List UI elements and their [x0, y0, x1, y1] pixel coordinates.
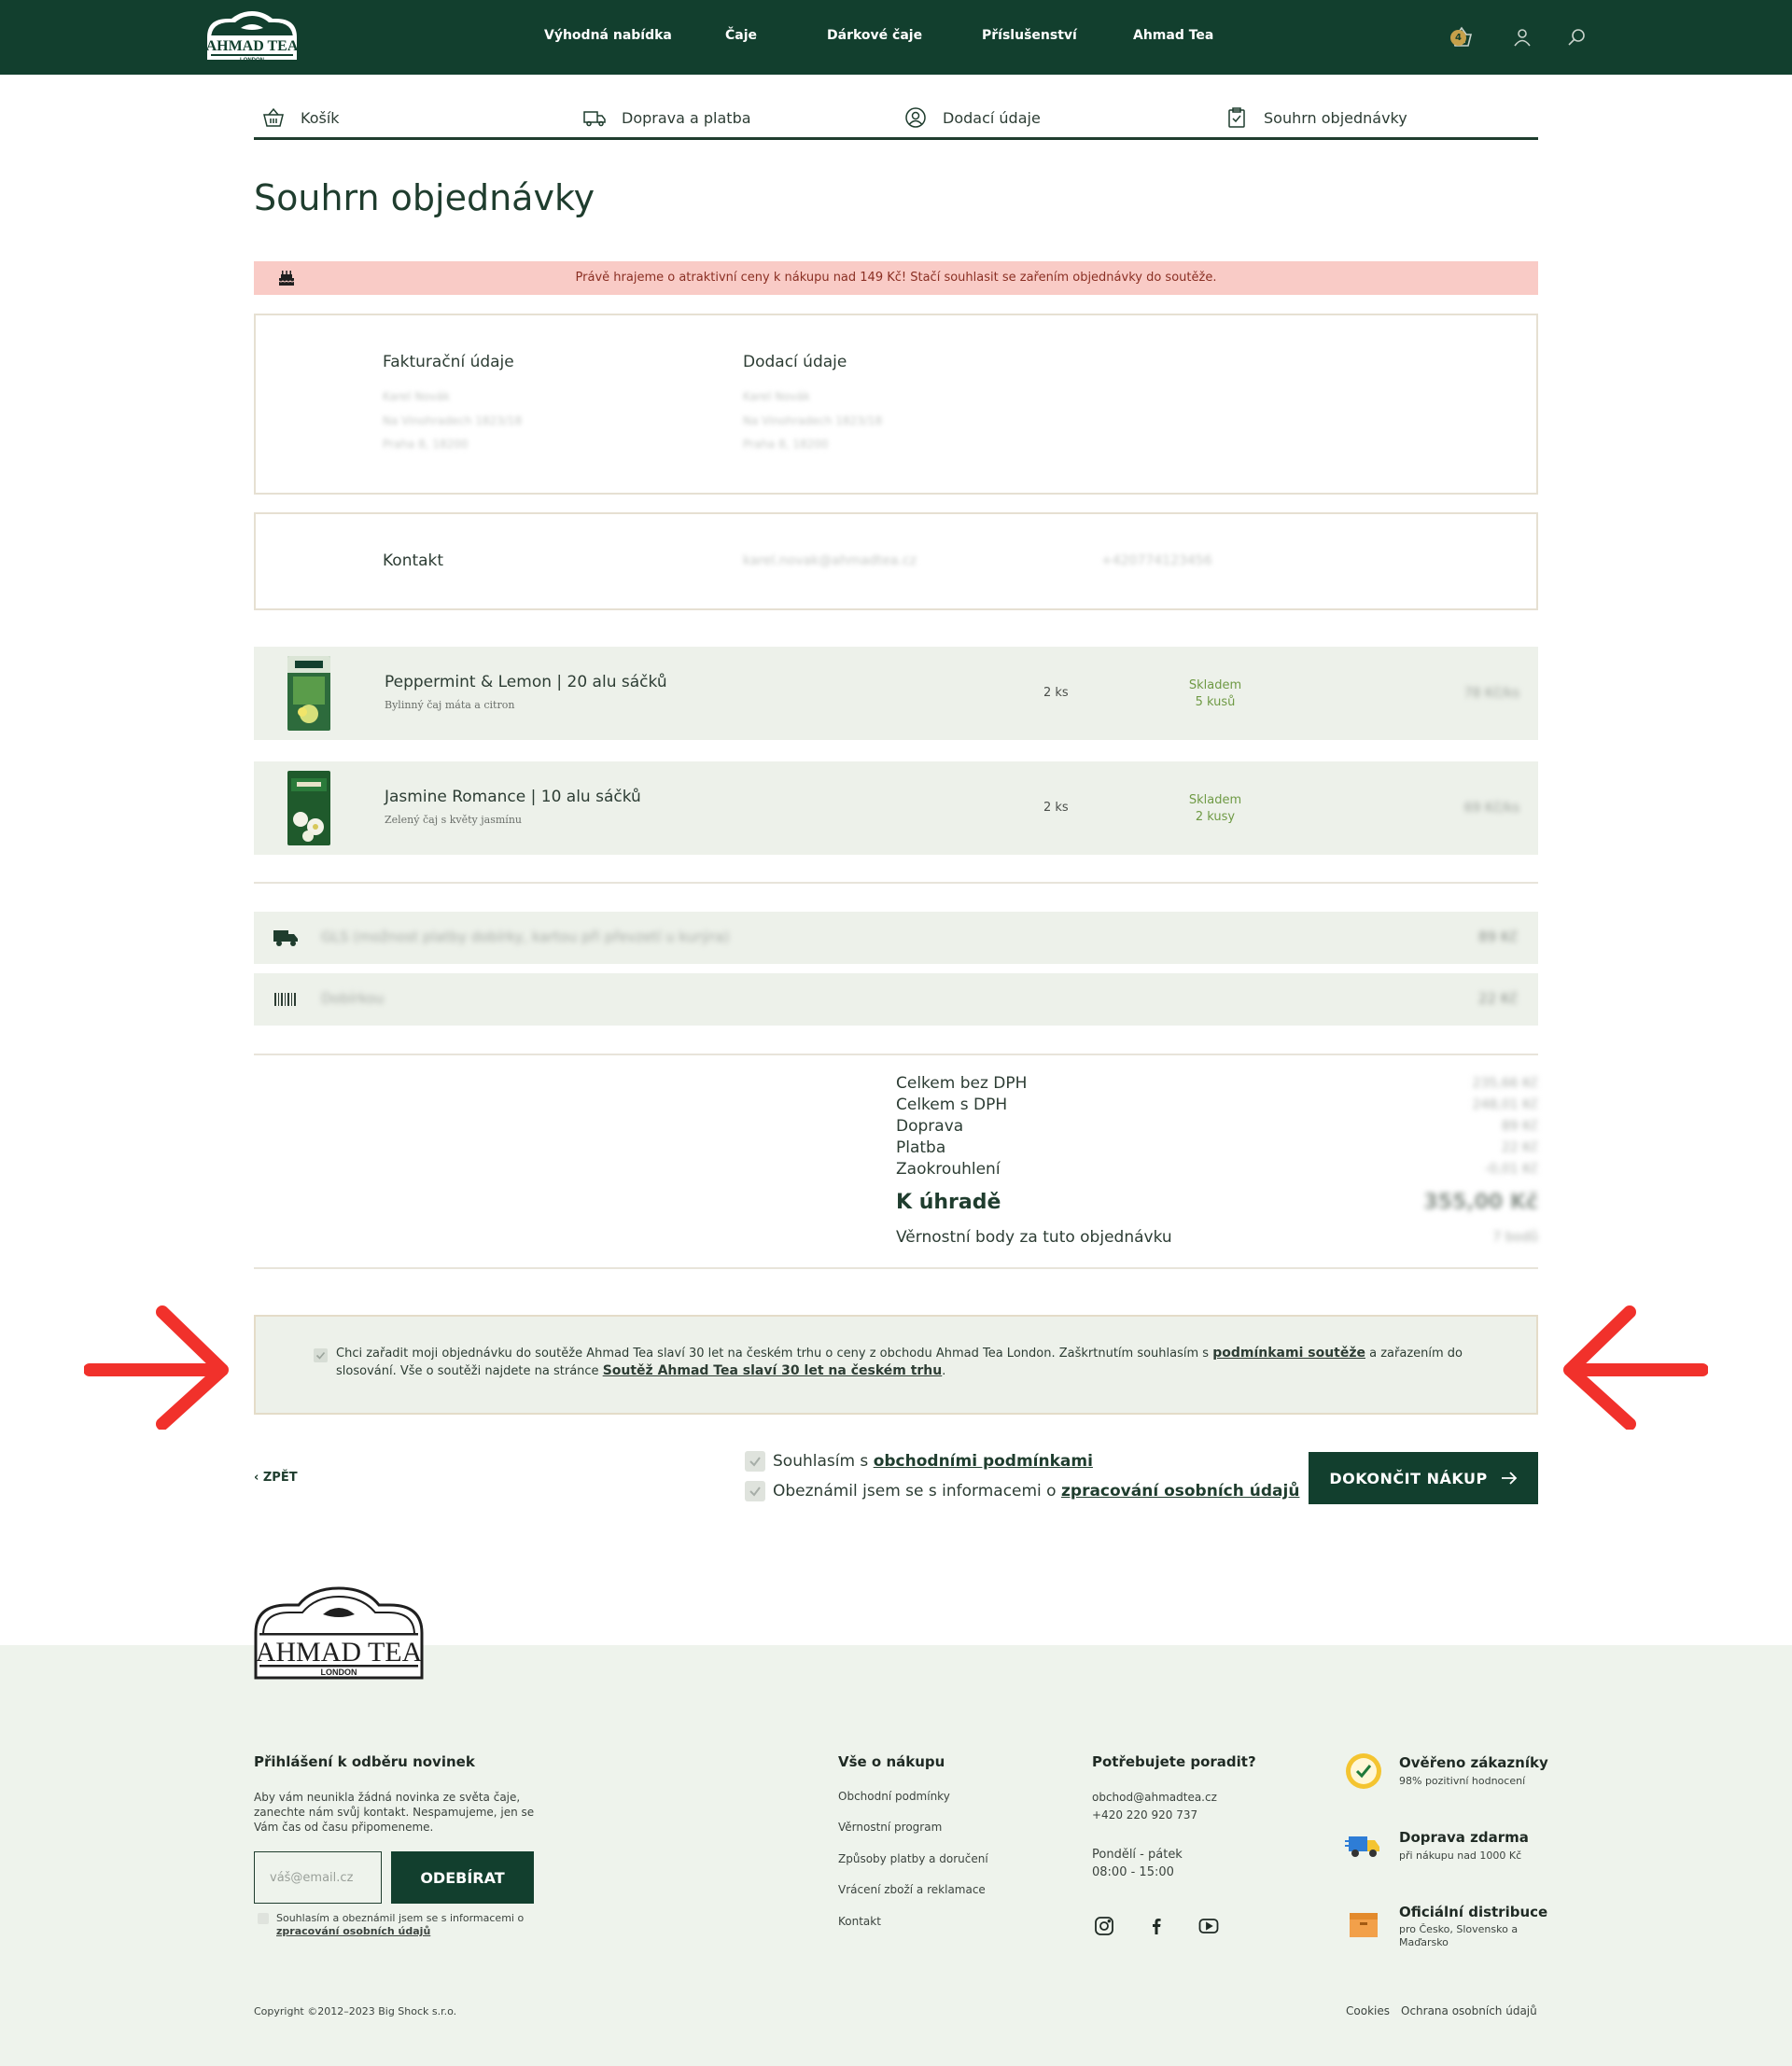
payment-row: [254, 973, 1538, 1026]
nav-caje[interactable]: Čaje: [725, 28, 758, 43]
address-box: [254, 314, 1538, 495]
contact-email: karel.novak@ahmadtea.cz: [743, 553, 917, 568]
footer-link-terms[interactable]: Obchodní podmínky: [838, 1790, 950, 1803]
product-name[interactable]: Peppermint & Lemon | 20 alu sáčků: [385, 673, 667, 691]
search-icon[interactable]: [1561, 22, 1591, 52]
checkout-steps: [254, 101, 1538, 140]
billing-city: Praha 8, 18200: [383, 438, 469, 451]
section-divider: [254, 1267, 1538, 1269]
site-header: [0, 0, 1792, 75]
product-subtitle: Zelený čaj s květy jasmínu: [385, 814, 522, 826]
shop-info-title: Vše o nákupu: [838, 1753, 945, 1770]
billing-street: Na Vinohradech 1823/18: [383, 414, 523, 427]
step-doprava-platba[interactable]: [582, 105, 751, 131]
payment-text: Dobírkou: [321, 990, 385, 1007]
contact-phone: +420774123456: [1101, 553, 1212, 568]
step-label: Dodací údaje: [943, 108, 1041, 127]
competition-consent-text: [336, 1345, 1493, 1380]
step-label: Košík: [301, 108, 340, 127]
newsletter-gdpr-text: [276, 1912, 547, 1938]
user-icon[interactable]: [1507, 22, 1537, 52]
shipping-text: GLS (možnost platby dobírky, kartou při převzetí u kurýra): [321, 928, 730, 945]
competition-consent-box: [254, 1315, 1538, 1415]
product-image[interactable]: [287, 656, 330, 731]
delivery-title: Dodací údaje: [743, 353, 847, 371]
shipping-total-label: Doprava: [896, 1117, 964, 1136]
newsletter-email-input[interactable]: váš@email.cz: [254, 1851, 382, 1904]
gdpr-label: Souhlasím a obeznámil jsem se s informacemi o: [276, 1912, 525, 1924]
terms-link[interactable]: obchodními podmínkami: [873, 1452, 1093, 1471]
privacy-label: Obeznámil jsem se s informacemi o: [773, 1482, 1061, 1501]
help-phone[interactable]: +420 220 920 737: [1092, 1808, 1198, 1822]
product-subtitle: Bylinný čaj máta a citron: [385, 699, 515, 711]
nav-vyhodna-nabidka[interactable]: Výhodná nabídka: [544, 28, 672, 43]
newsletter-title: Přihlášení k odběru novinek: [254, 1753, 475, 1770]
footer-link-payment-delivery[interactable]: Způsoby platby a doručení: [838, 1852, 988, 1865]
competition-terms-link[interactable]: podmínkami soutěže: [1212, 1346, 1365, 1361]
rounding-value: -0,01 Kč: [1484, 1162, 1538, 1177]
delivery-name: Karel Novák: [743, 390, 810, 403]
step-kosik[interactable]: [261, 105, 340, 131]
promo-text: Právě hrajeme o atraktivní ceny k nákupu nad 149 Kč! Stačí souhlasit se zařením objednávky do soutěže.: [575, 271, 1217, 285]
help-email[interactable]: obchod@ahmadtea.cz: [1092, 1791, 1217, 1804]
billing-title: Fakturační údaje: [383, 353, 514, 371]
svg-text:LONDON: LONDON: [320, 1668, 357, 1677]
stock-count: 2 kusy: [1195, 810, 1236, 824]
terms-checkbox[interactable]: [745, 1451, 765, 1472]
payment-price: 22 Kč: [1478, 990, 1518, 1007]
total-with-vat-label: Celkem s DPH: [896, 1096, 1008, 1114]
clipboard-check-icon: [1225, 105, 1249, 130]
product-price: 69 Kč/ks: [1463, 801, 1519, 816]
step-label: Doprava a platba: [622, 108, 751, 127]
privacy-checkbox[interactable]: [745, 1481, 765, 1501]
truck-icon: [273, 927, 299, 949]
copyright: Copyright ©2012–2023 Big Shock s.r.o.: [254, 2005, 457, 2017]
terms-label: Souhlasím s: [773, 1452, 874, 1471]
section-divider: [254, 882, 1538, 884]
barcode-icon: [273, 988, 299, 1011]
newsletter-gdpr-checkbox[interactable]: [258, 1913, 269, 1924]
badge-verified-text: 98% pozitivní hodnocení: [1399, 1775, 1526, 1787]
privacy-text: [773, 1482, 1299, 1501]
privacy-agreement: [745, 1481, 1299, 1501]
shipping-row: [254, 912, 1538, 964]
product-name[interactable]: Jasmine Romance | 10 alu sáčků: [385, 788, 641, 806]
promo-banner: [254, 261, 1538, 295]
finish-order-button[interactable]: [1309, 1452, 1538, 1504]
delivery-street: Na Vinohradech 1823/18: [743, 414, 883, 427]
badge-distribution-title: Oficiální distribuce: [1399, 1904, 1548, 1920]
gdpr-link[interactable]: zpracování osobních údajů: [276, 1925, 431, 1937]
help-hours: 08:00 - 15:00: [1092, 1865, 1174, 1879]
delivery-truck-icon: [582, 105, 607, 130]
delivery-city: Praha 8, 18200: [743, 438, 829, 451]
total-with-vat-value: 248,01 Kč: [1472, 1097, 1538, 1112]
loyalty-points-value: 7 bodů: [1492, 1230, 1538, 1245]
product-quantity: 2 ks: [1043, 686, 1069, 700]
product-stock: [1150, 677, 1281, 711]
badge-shipping-title: Doprava zdarma: [1399, 1829, 1529, 1846]
stock-count: 5 kusů: [1195, 695, 1236, 709]
terms-agreement: [745, 1451, 1093, 1472]
svg-text:LONDON: LONDON: [240, 58, 264, 63]
amount-due-value: 355,00 Kč: [1423, 1191, 1538, 1214]
back-link[interactable]: ‹ ZPĚT: [254, 1471, 298, 1485]
free-shipping-truck-icon: [1345, 1827, 1382, 1864]
cart-item: [254, 647, 1538, 740]
badge-distribution-text: pro Česko, Slovensko a Maďarsko: [1399, 1923, 1519, 1948]
cart-icon[interactable]: [1447, 22, 1477, 52]
step-souhrn[interactable]: [1225, 105, 1407, 131]
user-circle-icon: [903, 105, 928, 130]
competition-checkbox[interactable]: [314, 1348, 328, 1362]
badge-shipping-text: při nákupu nad 1000 Kč: [1399, 1850, 1522, 1862]
nav-darkove-caje[interactable]: Dárkové čaje: [827, 28, 923, 43]
total-without-vat-label: Celkem bez DPH: [896, 1074, 1028, 1093]
page-title: Souhrn objednávky: [254, 177, 595, 218]
youtube-icon[interactable]: [1197, 1915, 1220, 1937]
consent-text-part: .: [942, 1364, 946, 1378]
footer-link-returns[interactable]: Vrácení zboží a reklamace: [838, 1883, 986, 1896]
official-distribution-box-icon: [1345, 1905, 1382, 1943]
facebook-icon[interactable]: [1145, 1915, 1168, 1937]
product-price: 78 Kč/ks: [1463, 686, 1519, 701]
consent-text-part: a zařazením do slosování. Vše o soutěži najdete na stránce: [336, 1347, 1463, 1378]
stock-label: Skladem: [1188, 793, 1242, 807]
step-label: Souhrn objednávky: [1264, 108, 1407, 127]
payment-total-label: Platba: [896, 1138, 946, 1157]
arrow-right-icon: [1501, 1472, 1518, 1485]
verified-customers-badge-icon: [1345, 1752, 1382, 1790]
svg-text:AHMAD TEA: AHMAD TEA: [205, 38, 299, 54]
nav-prislusenstvi[interactable]: Příslušenství: [982, 28, 1077, 43]
red-arrow-right-icon: [84, 1305, 233, 1430]
loyalty-points-label: Věrnostní body za tuto objednávku: [896, 1228, 1172, 1247]
shipping-total-value: 89 Kč: [1501, 1119, 1538, 1134]
cookies-link[interactable]: Cookies: [1346, 2004, 1390, 2017]
billing-name: Karel Novák: [383, 390, 450, 403]
consent-text-part: Chci zařadit moji objednávku do soutěže Ahmad Tea slaví 30 let na českém trhu o ceny z obchodu Ahmad Tea London. Zaškrtnutím souhlasím s: [336, 1347, 1213, 1361]
basket-icon: [261, 105, 286, 130]
competition-page-link[interactable]: Soutěž Ahmad Tea slaví 30 let na českém trhu: [602, 1363, 943, 1378]
step-dodaci-udaje[interactable]: [903, 105, 1041, 131]
red-arrow-left-icon: [1559, 1305, 1708, 1430]
payment-total-value: 22 Kč: [1501, 1140, 1538, 1155]
contact-title: Kontakt: [383, 551, 444, 570]
footer-logo[interactable]: [254, 1584, 424, 1680]
footer-link-contact[interactable]: Kontakt: [838, 1915, 881, 1928]
contact-box: [254, 512, 1538, 610]
total-without-vat-value: 235,66 Kč: [1472, 1076, 1538, 1091]
shipping-price: 89 Kč: [1478, 928, 1518, 945]
product-quantity: 2 ks: [1043, 801, 1069, 815]
badge-verified-title: Ověřeno zákazníky: [1399, 1754, 1548, 1771]
stock-label: Skladem: [1188, 678, 1242, 692]
nav-ahmad-tea[interactable]: Ahmad Tea: [1133, 28, 1214, 43]
help-title: Potřebujete poradit?: [1092, 1753, 1256, 1770]
privacy-link[interactable]: zpracování osobních údajů: [1061, 1482, 1300, 1501]
cart-item: [254, 761, 1538, 855]
footer-link-loyalty[interactable]: Věrnostní program: [838, 1821, 943, 1834]
product-image[interactable]: [287, 771, 330, 845]
section-divider: [254, 1054, 1538, 1055]
product-stock: [1150, 792, 1281, 826]
finish-order-label: DOKONČIT NÁKUP: [1329, 1469, 1488, 1487]
newsletter-text: Aby vám neunikla žádná novinka ze světa čaje, zanechte nám svůj kontakt. Nespamujeme, jen se Vám čas od času připomeneme.: [254, 1791, 535, 1834]
terms-text: [773, 1452, 1093, 1471]
help-days: Pondělí - pátek: [1092, 1848, 1183, 1862]
amount-due-label: K úhradě: [896, 1191, 1001, 1214]
subscribe-button[interactable]: ODEBÍRAT: [391, 1851, 534, 1904]
rounding-label: Zaokrouhlení: [896, 1160, 1001, 1179]
cart-count-badge: 4: [1450, 30, 1466, 46]
privacy-policy-link[interactable]: Ochrana osobních údajů: [1401, 2004, 1537, 2017]
instagram-icon[interactable]: [1093, 1915, 1115, 1937]
svg-text:AHMAD TEA: AHMAD TEA: [255, 1637, 423, 1668]
